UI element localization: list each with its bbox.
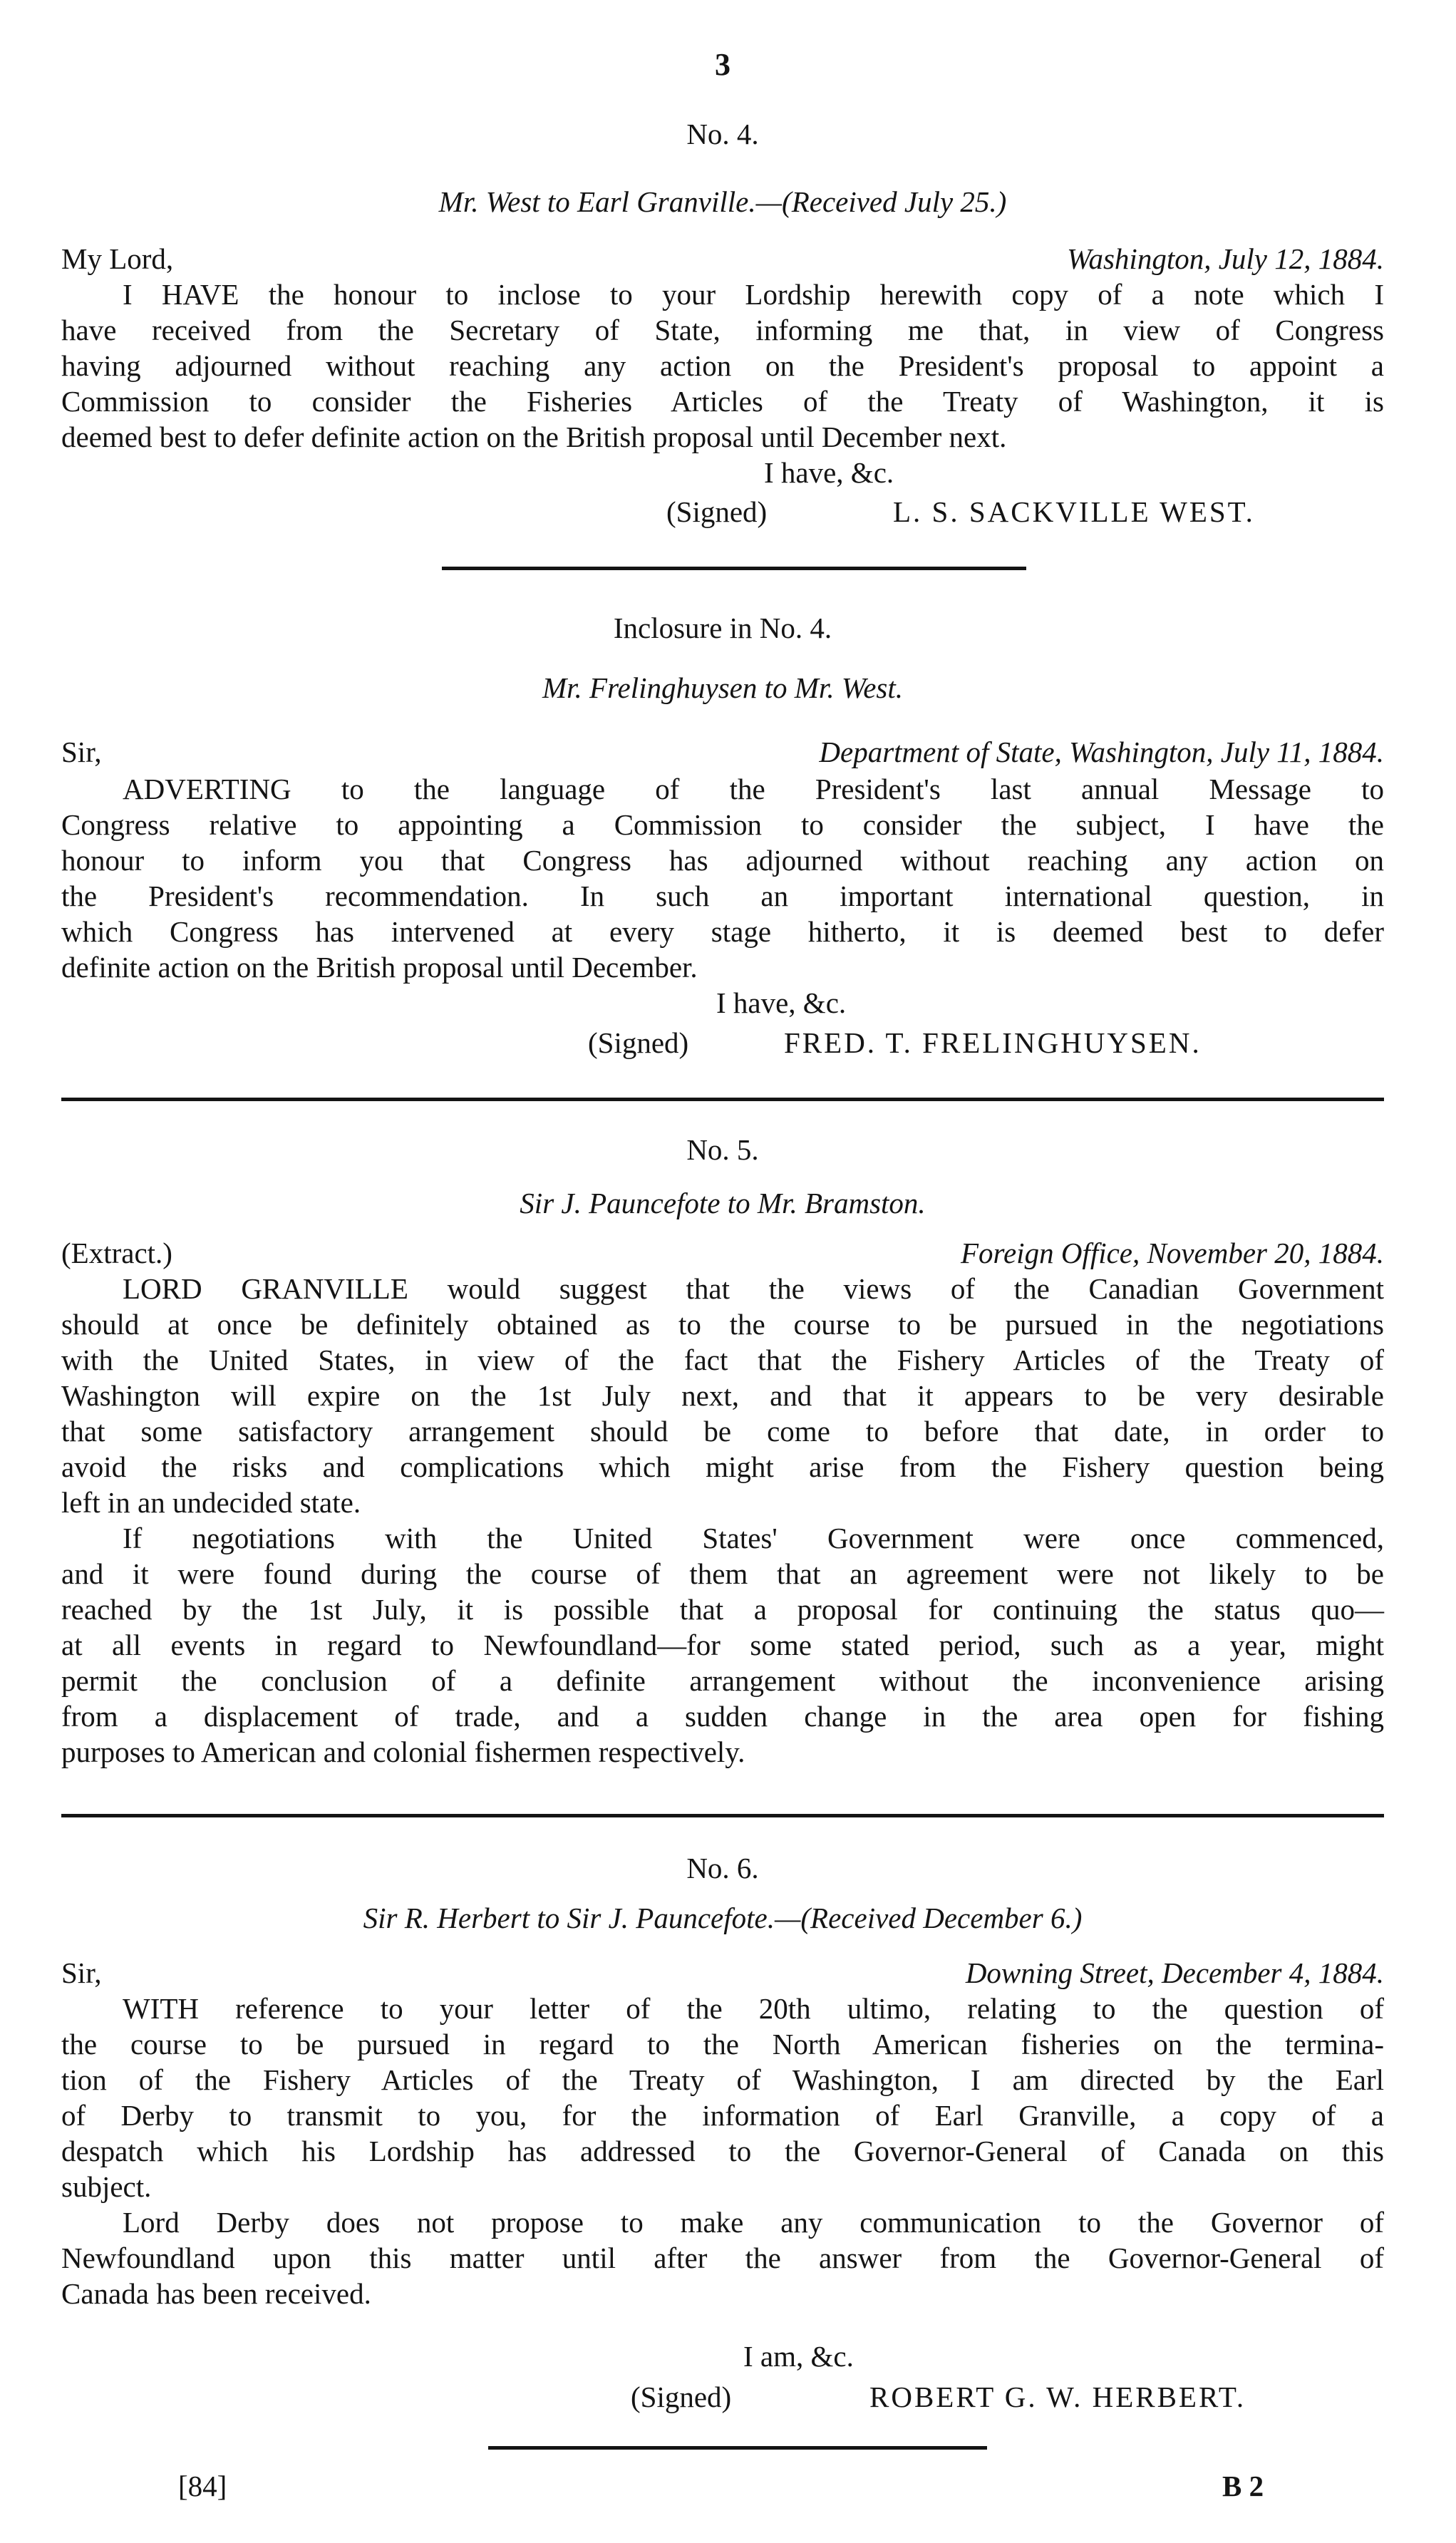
doc5-p2-line-5: permit the conclusion of a definite arrangement without the inconvenience arising xyxy=(61,1664,1384,1697)
doc6-signed-label: (Signed) xyxy=(631,2380,732,2413)
doc5-extract-label: (Extract.) xyxy=(61,1237,172,1269)
inclosure-title: Inclosure in No. 4. xyxy=(613,612,832,644)
doc4-signed-label: (Signed) xyxy=(666,495,768,528)
footer-signature-mark: [84] xyxy=(178,2470,227,2502)
doc5-p1-line-2: should at once be definitely obtained as to the course to be pursued in the negotiations xyxy=(61,1308,1384,1341)
doc4-line-2: have received from the Secretary of State, informing me that, in view of Congress xyxy=(61,314,1384,346)
inclosure-line-5: which Congress has intervened at every stage hitherto, it is deemed best to defer xyxy=(61,915,1384,948)
doc6-salutation: Sir, xyxy=(61,1956,102,1989)
doc5-number: No. 5. xyxy=(686,1133,759,1166)
doc5-p1-line-5: that some satisfactory arrangement should be come to before that date, in order to xyxy=(61,1415,1384,1448)
doc5-p2-line-1: If negotiations with the United States' Government were once commenced, xyxy=(123,1522,1384,1554)
doc4-salutation-row xyxy=(61,242,1384,275)
doc6-p1-line-1: WITH reference to your letter of the 20th ultimo, relating to the question of xyxy=(123,1992,1384,2025)
doc5-p1-line-1: LORD GRANVILLE would suggest that the views of the Canadian Government xyxy=(123,1272,1384,1305)
doc5-p2-line-3: reached by the 1st July, it is possible that a proposal for continuing the status quo— xyxy=(61,1593,1384,1626)
doc5-p1-line-4: Washington will expire on the 1st July next, and that it appears to be very desirable xyxy=(61,1379,1384,1412)
divider-short xyxy=(442,567,1026,570)
doc6-p1-line-2: the course to be pursued in regard to the North American fisheries on the termina- xyxy=(61,2028,1384,2060)
doc6-heading-b: —(Received December 6.) xyxy=(774,1902,1083,1934)
doc5-p2-line-6: from a displacement of trade, and a sudden change in the area open for fishing xyxy=(61,1700,1384,1733)
inclosure-line-2: Congress relative to appointing a Commission to consider the subject, I have the xyxy=(61,808,1384,841)
doc6-p1-line-5: despatch which his Lordship has addressed to the Governor-General of Canada on this xyxy=(61,2135,1384,2167)
doc6-heading xyxy=(61,1902,1384,1934)
doc4-line-1: I HAVE the honour to inclose to your Lordship herewith copy of a note which I xyxy=(123,278,1384,311)
inclosure-salutation: Sir, xyxy=(61,736,102,768)
doc6-signer: ROBERT G. W. HERBERT. xyxy=(869,2380,1246,2413)
doc5-p1-line-3: with the United States, in view of the fact that the Fishery Articles of the Treaty of xyxy=(61,1343,1384,1376)
doc5-p2-line-7: purposes to American and colonial fishermen respectively. xyxy=(61,1735,745,1768)
inclosure-signed-label: (Signed) xyxy=(588,1026,689,1059)
inclosure-heading: Mr. Frelinghuysen to Mr. West. xyxy=(542,671,903,704)
doc6-p2-line-1: Lord Derby does not propose to make any communication to the Governor of xyxy=(123,2206,1384,2239)
doc5-p2-line-4: at all events in regard to Newfoundland—for some stated period, such as a year, might xyxy=(61,1629,1384,1661)
doc5-p2-line-2: and it were found during the course of them that an agreement were not likely to be xyxy=(61,1557,1384,1590)
inclosure-signer: FRED. T. FRELINGHUYSEN. xyxy=(784,1026,1202,1059)
divider-full xyxy=(61,1098,1384,1101)
inclosure-salutation-row xyxy=(61,736,1384,768)
doc5-place-date: Foreign Office, November 20, 1884. xyxy=(961,1237,1384,1269)
divider-bottom xyxy=(488,2446,987,2450)
doc5-p1-line-7: left in an undecided state. xyxy=(61,1486,361,1519)
doc6-p2-line-2: Newfoundland upon this matter until after the answer from the Governor-General of xyxy=(61,2242,1384,2274)
doc4-line-3: having adjourned without reaching any action on the President's proposal to appoint a xyxy=(61,349,1384,382)
doc5-heading: Sir J. Pauncefote to Mr. Bramston. xyxy=(520,1187,926,1219)
doc4-heading-a: Mr. West to Earl Granville. xyxy=(438,185,756,218)
divider-full-2 xyxy=(61,1814,1384,1817)
inclosure-place-date: Department of State, Washington, July 11, 1884. xyxy=(819,736,1384,768)
doc6-p1-line-3: tion of the Fishery Articles of the Treaty of Washington, I am directed by the Earl xyxy=(61,2063,1384,2096)
doc6-number: No. 6. xyxy=(686,1852,759,1884)
doc5-extract-row xyxy=(61,1237,1384,1269)
doc6-closing: I am, &c. xyxy=(743,2340,854,2373)
footer-sheet-mark: B 2 xyxy=(1222,2470,1264,2502)
doc6-heading-a: Sir R. Herbert to Sir J. Pauncefote. xyxy=(363,1902,775,1934)
doc5-p1-line-6: avoid the risks and complications which might arise from the Fishery question being xyxy=(61,1450,1384,1483)
doc4-line-4: Commission to consider the Fisheries Articles of the Treaty of Washington, it is xyxy=(61,385,1384,418)
doc6-place-date: Downing Street, December 4, 1884. xyxy=(965,1956,1384,1989)
doc4-heading xyxy=(61,185,1384,218)
doc6-salutation-row xyxy=(61,1956,1384,1989)
doc6-p1-line-6: subject. xyxy=(61,2170,152,2203)
doc4-signer: L. S. SACKVILLE WEST. xyxy=(893,495,1255,528)
doc4-number: No. 4. xyxy=(686,118,759,150)
doc4-closing: I have, &c. xyxy=(764,456,894,489)
page-number: 3 xyxy=(715,47,730,82)
inclosure-line-3: honour to inform you that Congress has adjourned without reaching any action on xyxy=(61,844,1384,877)
inclosure-line-4: the President's recommendation. In such an important international question, in xyxy=(61,880,1384,912)
doc6-p2-line-3: Canada has been received. xyxy=(61,2277,371,2310)
doc6-p1-line-4: of Derby to transmit to you, for the information of Earl Granville, a copy of a xyxy=(61,2099,1384,2132)
doc4-heading-b: —(Received July 25.) xyxy=(755,185,1007,218)
doc4-line-5: deemed best to defer definite action on the British proposal until December next. xyxy=(61,421,1007,453)
doc4-place-date: Washington, July 12, 1884. xyxy=(1067,242,1384,275)
inclosure-closing: I have, &c. xyxy=(716,986,847,1019)
doc4-salutation: My Lord, xyxy=(61,242,174,275)
inclosure-line-1: ADVERTING to the language of the President's last annual Message to xyxy=(123,773,1384,805)
inclosure-line-6: definite action on the British proposal until December. xyxy=(61,951,698,984)
